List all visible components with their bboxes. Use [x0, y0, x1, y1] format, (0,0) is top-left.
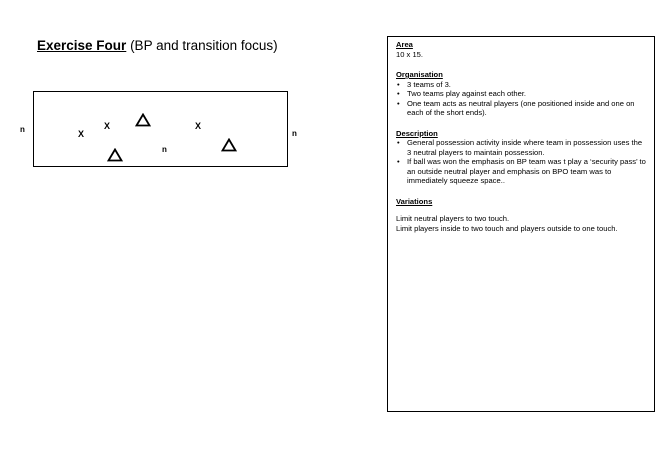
pitch-area	[33, 91, 288, 167]
triangle-player-icon	[107, 148, 123, 162]
variation-line: Limit players inside to two touch and players outside to one touch.	[396, 223, 618, 233]
area-heading: Area	[396, 40, 413, 49]
list-item: • One team acts as neutral players (one positioned inside and one on each of the short ends).	[407, 99, 646, 118]
list-item: • If ball was won the emphasis on BP team was t play a ‘security pass’ to an outside neutral player and emphasis on BPO team was to immediately squeeze space..	[407, 157, 646, 186]
neutral-player-inside: n	[162, 145, 167, 154]
description-section	[396, 129, 646, 186]
player-x: X	[195, 121, 202, 131]
organisation-heading: Organisation	[396, 70, 443, 79]
organisation-list	[396, 80, 646, 118]
exercise-title	[37, 38, 278, 53]
player-x: X	[78, 129, 85, 139]
description-list	[396, 138, 646, 186]
description-heading: Description	[396, 128, 438, 138]
variations-heading: Variations	[396, 196, 433, 206]
variations-section	[396, 197, 646, 234]
info-panel	[387, 36, 655, 412]
player-x: X	[104, 121, 111, 131]
organisation-section	[396, 70, 646, 118]
neutral-player-right: n	[292, 129, 297, 138]
list-item: • 3 teams of 3.	[407, 80, 646, 90]
list-item: • Two teams play against each other.	[407, 89, 646, 99]
triangle-player-icon	[135, 113, 151, 127]
triangle-player-icon	[221, 138, 237, 152]
neutral-player-left: n	[20, 125, 25, 134]
exercise-title-subtitle: (BP and transition focus)	[130, 38, 278, 53]
exercise-title-bold: Exercise Four	[37, 38, 127, 53]
variation-line: Limit neutral players to two touch.	[396, 214, 510, 223]
area-text: 10 x 15.	[396, 49, 424, 59]
list-item: • General possession activity inside where team in possession uses the 3 neutral players to maintain possession.	[407, 138, 646, 157]
area-section	[396, 40, 646, 59]
